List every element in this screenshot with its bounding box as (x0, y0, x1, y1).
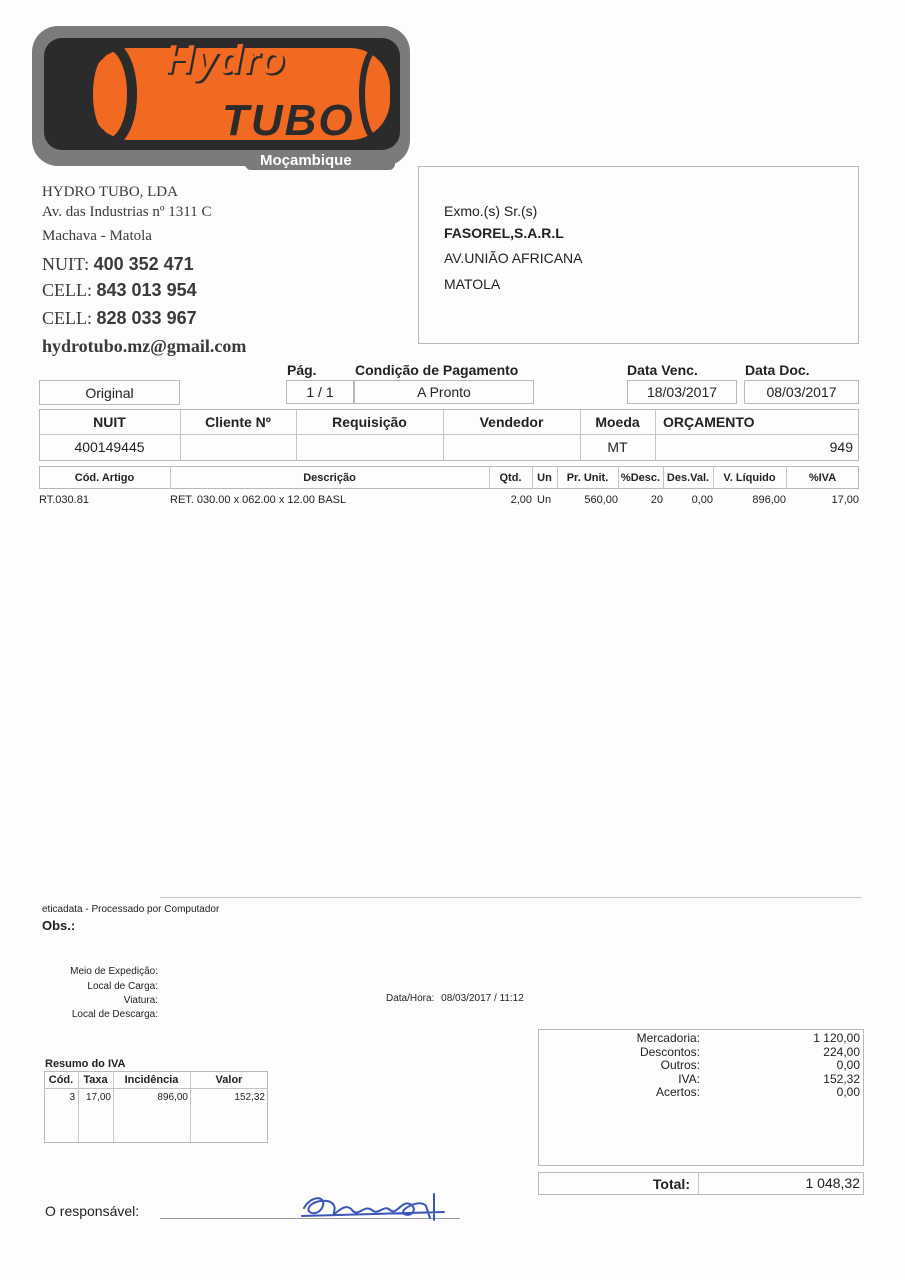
grand-total-label: Total: (652, 1176, 690, 1192)
vat-col-code: Cód. (48, 1074, 74, 1086)
total-others-label: Outros: (660, 1058, 700, 1072)
totals-values (740, 1032, 860, 1100)
logo-word-hydro: Hydro (165, 38, 286, 82)
obs-label: Obs.: (42, 918, 76, 933)
total-vat-value: 152,32 (823, 1071, 860, 1086)
vat-summary-title: Resumo do IVA (45, 1058, 126, 1070)
col-net-header: V. Líquido (723, 472, 776, 484)
software-note: eticadata - Processado por Computador (42, 904, 220, 915)
payment-label: Condição de Pagamento (355, 362, 519, 378)
payment-box: A Pronto (354, 380, 534, 404)
col-discount-value-header: Des.Val. (666, 472, 710, 484)
document-type: ORÇAMENTO (663, 414, 755, 430)
vehicle-label: Viatura: (123, 995, 158, 1006)
info-currency-header: Moeda (595, 414, 640, 430)
item-net-value: 896,00 (752, 494, 786, 506)
vat-row-value: 152,32 (234, 1092, 265, 1103)
vat-row-base: 896,00 (157, 1092, 188, 1103)
customer-address-box (418, 166, 859, 344)
info-client-header: Cliente Nº (205, 414, 271, 430)
col-price-header: Pr. Unit. (566, 472, 609, 484)
doc-date-label: Data Doc. (745, 362, 810, 378)
company-email: hydrotubo.mz@gmail.com (42, 336, 247, 356)
shipping-method-label: Meio de Expedição: (70, 966, 158, 977)
customer-salutation: Exmo.(s) Sr.(s) (444, 203, 538, 219)
item-discount: 20 (650, 494, 663, 506)
info-currency-value: MT (607, 439, 628, 455)
vat-col-rate: Taxa (83, 1074, 108, 1086)
responsible-label: O responsável: (45, 1203, 140, 1219)
item-vat: 17,00 (831, 494, 859, 506)
logo-banner: Moçambique (260, 152, 352, 169)
total-discounts-value: 224,00 (823, 1044, 860, 1059)
company-logo (30, 24, 415, 174)
company-address-2: Machava - Matola (42, 228, 152, 244)
customer-name: FASOREL,S.A.R.L (444, 225, 564, 241)
company-info (42, 184, 246, 357)
col-discount-header: %Desc. (620, 472, 661, 484)
col-code-header: Cód. Artigo (74, 472, 135, 484)
copy-box: Original (39, 380, 180, 405)
page-box: 1 / 1 (286, 380, 354, 404)
unloading-place-label: Local de Descarga: (71, 1009, 158, 1020)
table-row (0, 494, 905, 510)
vat-row-rate: 17,00 (85, 1092, 111, 1103)
info-requisition-header: Requisição (332, 414, 407, 430)
datetime: Data/Hora: 08/03/2017 / 11:12 (386, 993, 524, 1004)
total-others-value: 0,00 (836, 1058, 860, 1072)
total-adjustments-label: Acertos: (655, 1085, 700, 1099)
item-code: RT.030.81 (39, 494, 89, 506)
vat-col-base: Incidência (124, 1074, 179, 1086)
col-unit-header: Un (537, 472, 552, 484)
footer-divider (160, 897, 862, 898)
info-nuit-value: 400149445 (74, 439, 145, 455)
item-discount-value: 0,00 (691, 494, 713, 506)
total-adjustments-value: 0,00 (836, 1085, 860, 1099)
item-unit: Un (537, 494, 552, 506)
company-name: HYDRO TUBO, LDA (42, 184, 178, 200)
total-goods-value: 1 120,00 (813, 1031, 860, 1045)
company-cell-2: CELL: 828 033 967 (42, 308, 197, 328)
company-cell-1: CELL: 843 013 954 (42, 280, 197, 300)
total-vat-label: IVA: (678, 1071, 700, 1086)
due-date-label: Data Venc. (627, 362, 698, 378)
col-vat-header: %IVA (808, 472, 837, 484)
handwritten-signature (298, 1190, 448, 1230)
grand-total-value: 1 048,32 (805, 1175, 860, 1191)
vat-col-value: Valor (215, 1074, 243, 1086)
item-qty: 2,00 (510, 494, 532, 506)
vat-row-code: 3 (69, 1092, 75, 1103)
company-nuit: NUIT: 400 352 471 (42, 254, 194, 274)
info-nuit-header: NUIT (93, 414, 126, 430)
due-date-box: 18/03/2017 (627, 380, 737, 404)
loading-place-label: Local de Carga: (87, 981, 158, 992)
col-description-header: Descrição (303, 472, 356, 484)
info-seller-header: Vendedor (479, 414, 544, 430)
total-discounts-label: Descontos: (639, 1044, 700, 1059)
logo-word-tubo: TUBO (222, 96, 355, 145)
company-address-1: Av. das Industrias nº 1311 C (42, 204, 212, 220)
totals-labels (600, 1032, 700, 1100)
item-unit-price: 560,00 (584, 494, 618, 506)
page-label: Pág. (287, 362, 317, 378)
document-number: 949 (829, 439, 853, 455)
total-goods-label: Mercadoria: (636, 1031, 700, 1045)
item-description: RET. 030.00 x 062.00 x 12.00 BASL (170, 494, 347, 506)
customer-city: MATOLA (444, 276, 501, 292)
customer-street: AV.UNIÃO AFRICANA (444, 250, 583, 266)
doc-date-box: 08/03/2017 (744, 380, 859, 404)
col-qty-header: Qtd. (499, 472, 522, 484)
